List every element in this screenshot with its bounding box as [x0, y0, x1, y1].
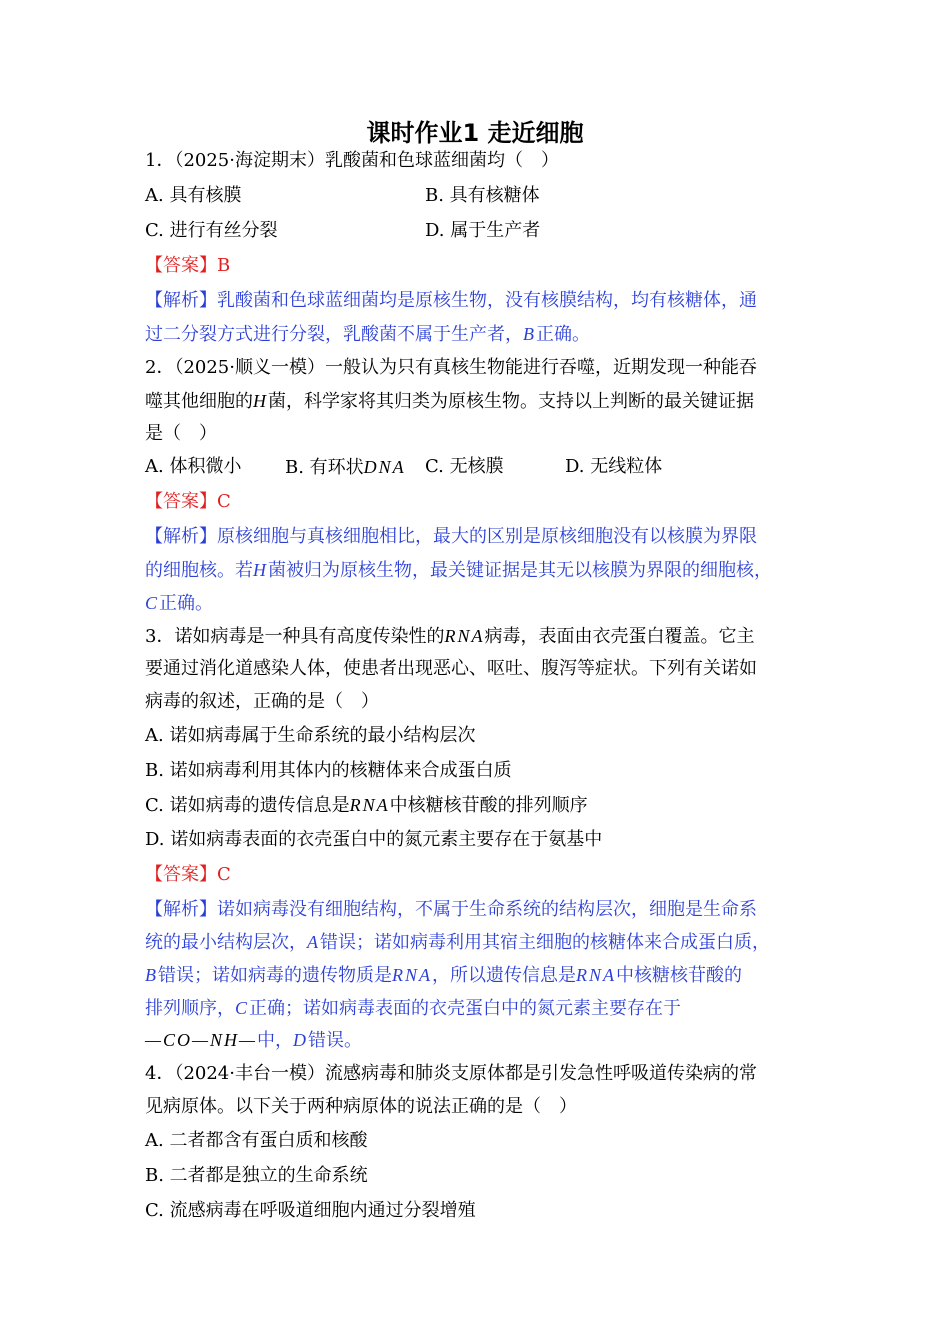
- question-1-option-b: B. 具有核糖体: [425, 185, 540, 206]
- question-3-analysis-line: [145, 929, 805, 956]
- question-4-option-a: A. 二者都含有蛋白质和核酸: [145, 1130, 368, 1151]
- stem-text: 病毒，表面由衣壳蛋白覆盖。它主: [484, 626, 755, 647]
- math-symbol: RNA: [444, 626, 485, 646]
- question-2-option-c: C. 无核膜: [425, 456, 504, 477]
- analysis-text: 排列顺序，: [145, 998, 235, 1019]
- question-2-analysis-line: [145, 557, 805, 584]
- question-1-option-d: D. 属于生产者: [425, 220, 541, 241]
- question-3-analysis-line: [145, 995, 805, 1022]
- option-text: 中核糖核苷酸的排列顺序: [389, 795, 588, 816]
- question-4-option-c: C. 流感病毒在呼吸道细胞内通过分裂增殖: [145, 1200, 476, 1221]
- option-text: C. 诺如病毒的遗传信息是: [145, 795, 350, 816]
- stem-text: 菌，科学家将其归类为原核生物。支持以上判断的最关键证据: [268, 391, 754, 412]
- question-1-answer: [145, 253, 805, 279]
- question-3-stem: [145, 623, 805, 650]
- question-3-option-d: D. 诺如病毒表面的衣壳蛋白中的氮元素主要存在于氨基中: [145, 829, 603, 850]
- question-2-stem: 2．（2025·顺义一模）一般认为只有真核生物能进行吞噬，近期发现一种能吞: [145, 357, 757, 378]
- answer-value: C: [217, 864, 231, 885]
- math-symbol: RNA: [349, 795, 390, 815]
- analysis-text: 错误；诺如病毒的遗传物质是: [158, 965, 392, 986]
- analysis-tag: 【解析】: [145, 526, 217, 547]
- question-2-answer: [145, 489, 805, 515]
- question-3-analysis-line: [145, 962, 805, 989]
- question-1-analysis-line: [145, 288, 805, 314]
- analysis-text: 菌被归为原核生物，最关键证据是其无以核膜为界限的细胞核，: [268, 560, 772, 581]
- question-2-stem: 是（ ）: [145, 423, 217, 444]
- analysis-text: 错误；诺如病毒利用其宿主细胞的核糖体来合成蛋白质，: [320, 932, 770, 953]
- question-2-option-d: D. 无线粒体: [565, 456, 663, 477]
- math-symbol: C: [235, 998, 250, 1018]
- option-text: B. 有环状: [285, 457, 364, 478]
- analysis-text: 统的最小结构层次，: [145, 932, 307, 953]
- question-3-option-b: B. 诺如病毒利用其体内的核糖体来合成蛋白质: [145, 760, 512, 781]
- math-symbol: B: [523, 324, 536, 344]
- question-4-option-b: B. 二者都是独立的生命系统: [145, 1165, 368, 1186]
- question-3-answer: [145, 862, 805, 888]
- math-symbol: D: [293, 1030, 309, 1050]
- math-symbol: B: [145, 965, 158, 985]
- analysis-tag: 【解析】: [145, 899, 217, 920]
- math-symbol: RNA: [392, 965, 432, 985]
- stem-text: 噬其他细胞的: [145, 391, 253, 412]
- math-symbol: H: [253, 560, 268, 580]
- analysis-text: 错误。: [308, 1030, 363, 1051]
- question-3-stem: 要通过消化道感染人体，使患者出现恶心、呕吐、腹泻等症状。下列有关诺如: [145, 658, 757, 679]
- question-3-option-c: [145, 792, 805, 819]
- question-4-stem: 4．（2024·丰台一模）流感病毒和肺炎支原体都是引发急性呼吸道传染病的常: [145, 1063, 757, 1084]
- analysis-text: ，所以遗传信息是: [432, 965, 576, 986]
- answer-value: C: [217, 491, 231, 512]
- question-2-option-a: A. 体积微小: [145, 456, 242, 477]
- stem-text: 3．诺如病毒是一种具有高度传染性的: [145, 626, 445, 647]
- analysis-text: 正确。: [536, 324, 590, 345]
- question-3-option-a: A. 诺如病毒属于生命系统的最小结构层次: [145, 725, 476, 746]
- question-2-option-b: [285, 454, 406, 481]
- analysis-text: 诺如病毒没有细胞结构，不属于生命系统的结构层次，细胞是生命系: [217, 899, 757, 920]
- math-symbol: DNA: [363, 457, 406, 477]
- analysis-text: 正确。: [159, 593, 214, 614]
- analysis-text: 过二分裂方式进行分裂，乳酸菌不属于生产者，: [145, 324, 523, 345]
- math-symbol: C: [145, 593, 160, 613]
- analysis-text: 的细胞核。若: [145, 560, 253, 581]
- question-2-analysis-line: [145, 590, 805, 617]
- question-1-option-c: C. 进行有丝分裂: [145, 220, 278, 241]
- answer-tag: 【答案】: [145, 864, 217, 885]
- question-1-stem: 1．（2025·海淀期末）乳酸菌和色球蓝细菌均（ ）: [145, 150, 559, 171]
- math-symbol: —CO—NH—: [145, 1030, 258, 1050]
- question-3-analysis-line: [145, 1027, 805, 1054]
- analysis-text: 乳酸菌和色球蓝细菌均是原核生物，没有核膜结构，均有核糖体，通: [217, 290, 757, 311]
- math-symbol: RNA: [576, 965, 616, 985]
- analysis-text: 中，: [257, 1030, 294, 1051]
- page-title: 课时作业1 走近细胞: [366, 119, 584, 147]
- answer-tag: 【答案】: [145, 255, 217, 276]
- answer-value: B: [217, 255, 231, 276]
- question-2-stem: [145, 388, 805, 415]
- question-1-analysis-line: [145, 321, 805, 348]
- answer-tag: 【答案】: [145, 491, 217, 512]
- analysis-tag: 【解析】: [145, 290, 217, 311]
- question-1-option-a: A. 具有核膜: [145, 185, 242, 206]
- math-symbol: H: [253, 391, 268, 411]
- question-4-stem: 见病原体。以下关于两种病原体的说法正确的是（ ）: [145, 1096, 577, 1117]
- question-3-analysis-line: [145, 897, 805, 923]
- analysis-text: 中核糖核苷酸的: [616, 965, 742, 986]
- analysis-text: 原核细胞与真核细胞相比，最大的区别是原核细胞没有以核膜为界限: [217, 526, 757, 547]
- question-2-analysis-line: [145, 524, 805, 550]
- math-symbol: A: [307, 932, 320, 952]
- question-3-stem: 病毒的叙述，正确的是（ ）: [145, 691, 379, 712]
- analysis-text: 正确；诺如病毒表面的衣壳蛋白中的氮元素主要存在于: [249, 998, 682, 1019]
